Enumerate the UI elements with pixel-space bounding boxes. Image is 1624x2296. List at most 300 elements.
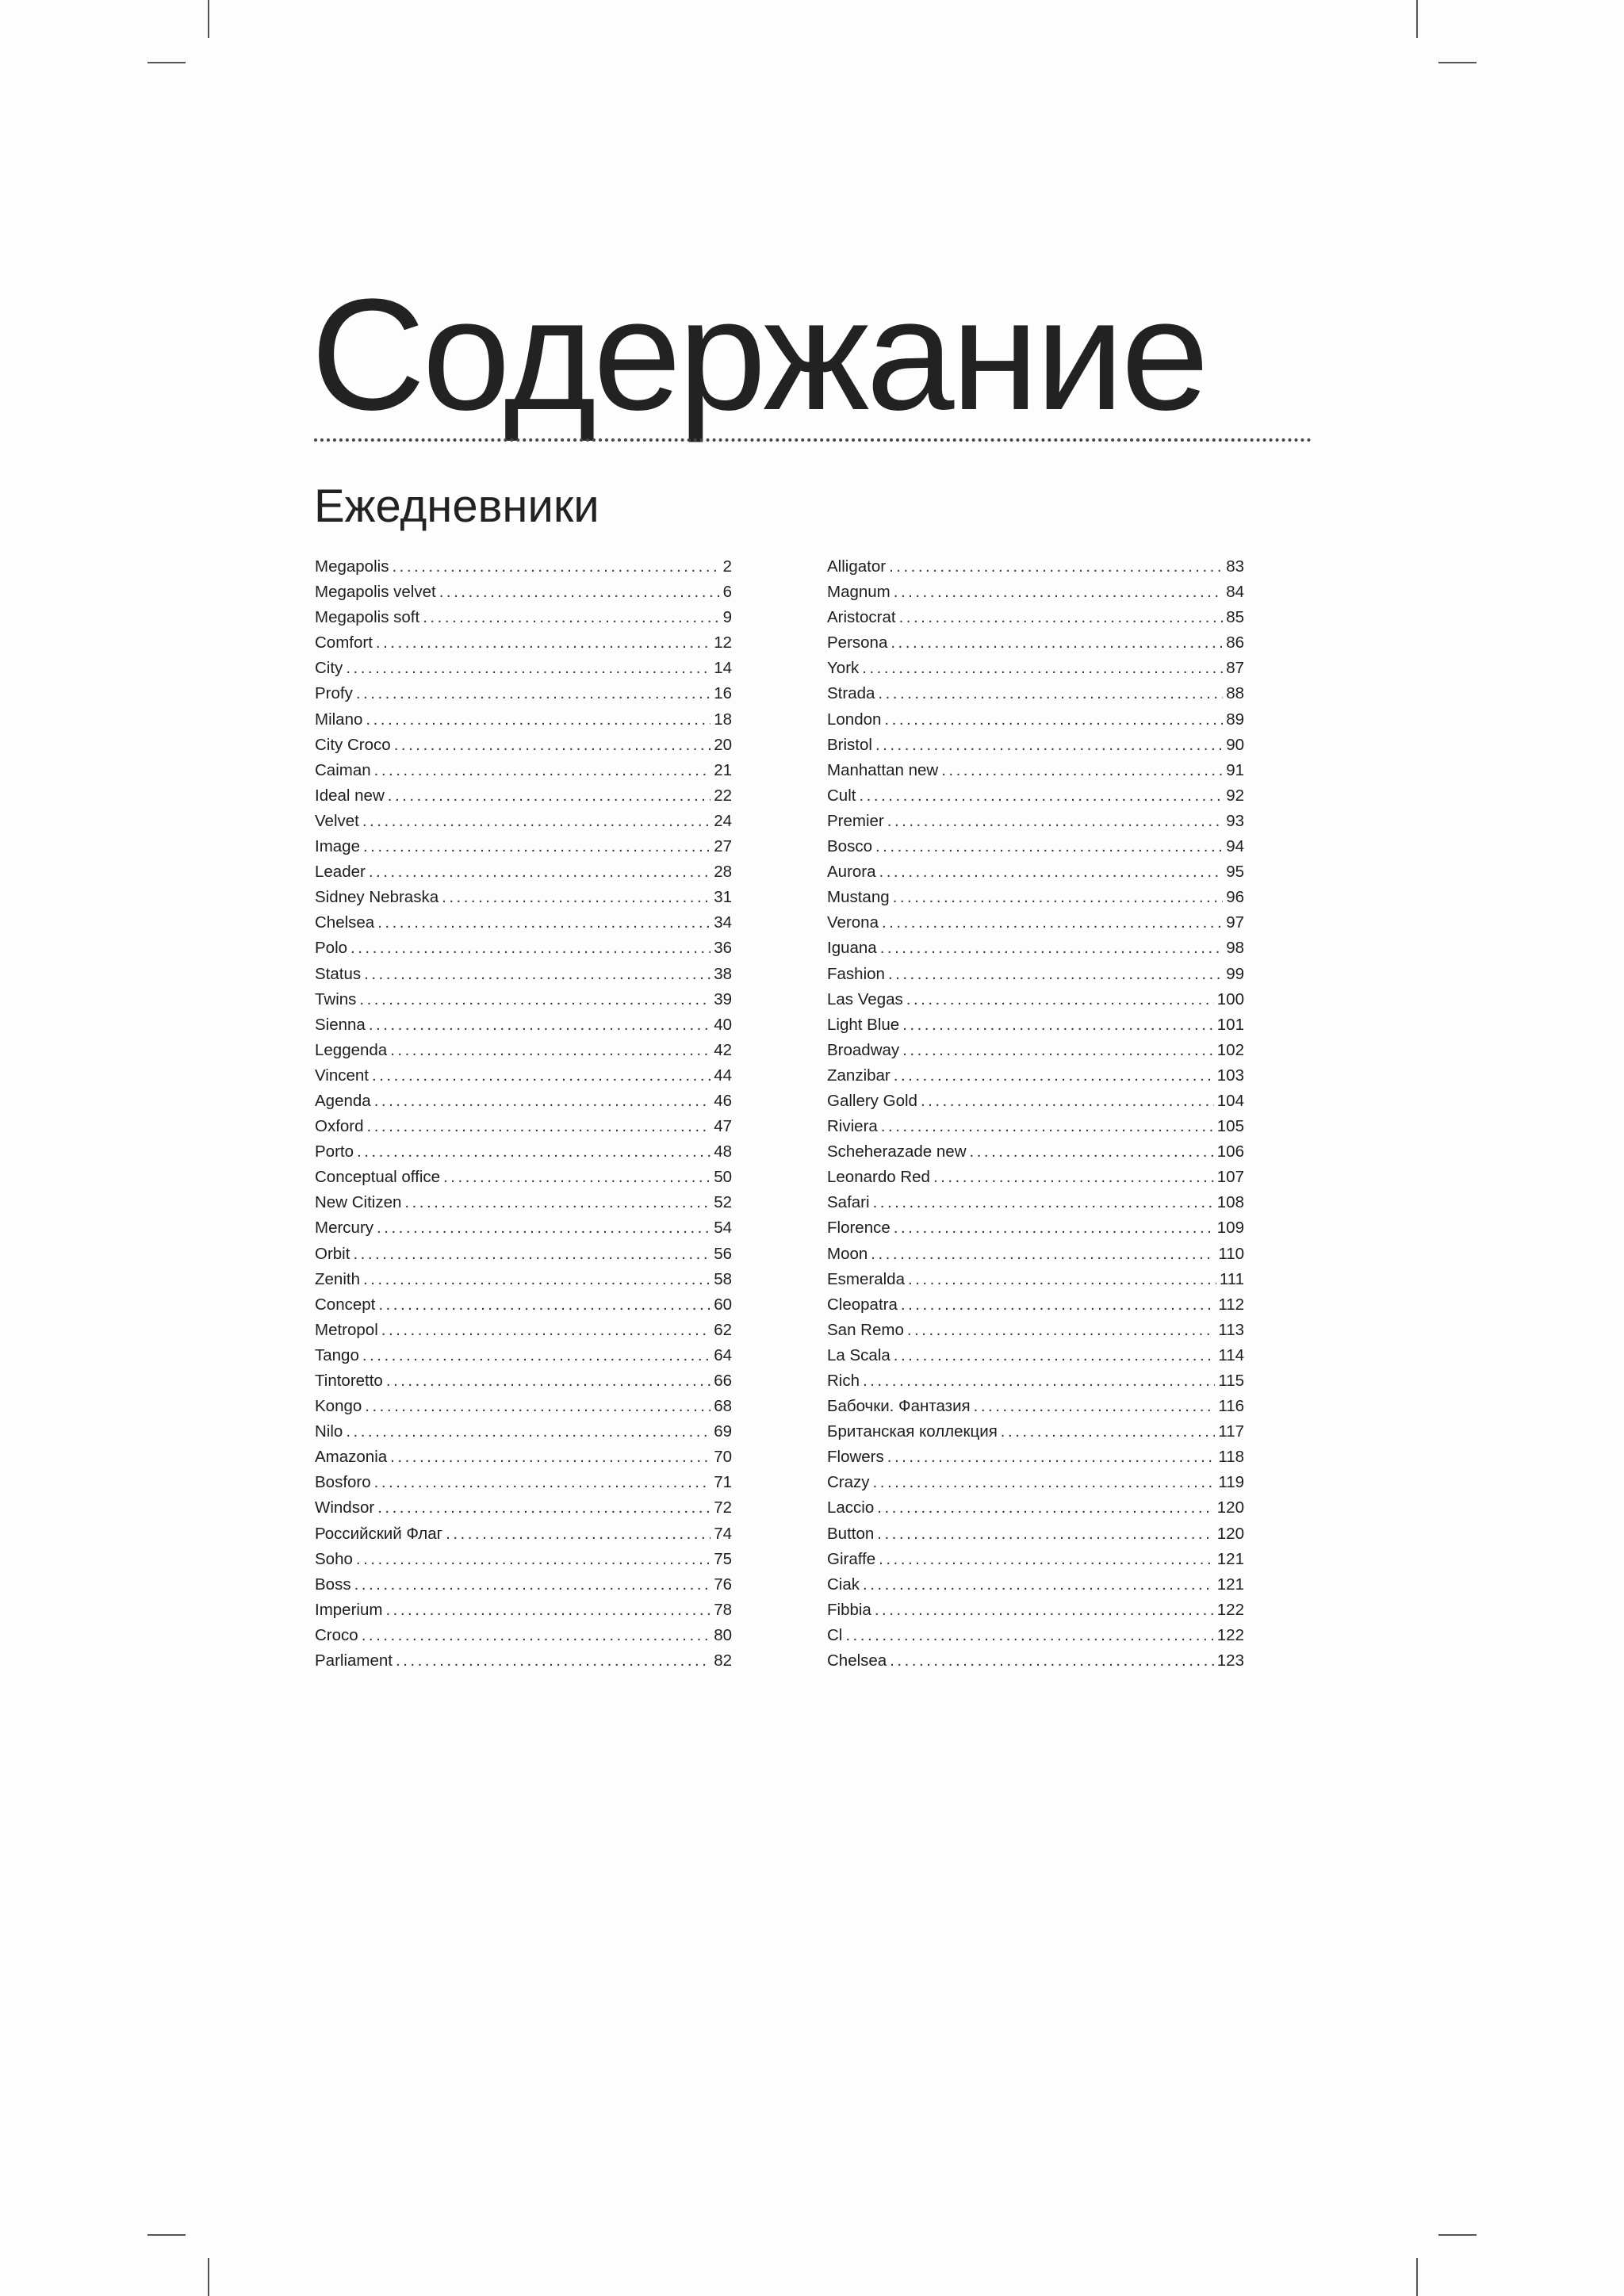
toc-entry [827, 554, 1244, 580]
toc-entry-page: 105 [1216, 1117, 1244, 1136]
toc-entry-name: Comfort [315, 633, 373, 652]
toc-entry-name: Moon [827, 1244, 868, 1263]
toc-entry-name: London [827, 710, 882, 729]
toc-entry-name: Mustang [827, 888, 890, 907]
toc-entry [827, 1368, 1244, 1394]
toc-entry-page: 39 [714, 989, 732, 1008]
toc-dot-leader [386, 1368, 710, 1394]
toc-entry-page: 50 [714, 1168, 732, 1187]
toc-entry-name: Flowers [827, 1448, 884, 1467]
toc-entry [315, 859, 732, 885]
toc-entry-name: Las Vegas [827, 989, 903, 1008]
toc-entry-name: Soho [315, 1549, 353, 1568]
toc-entry [315, 987, 732, 1012]
toc-entry [315, 733, 732, 758]
toc-entry-page: 99 [1226, 964, 1244, 983]
toc-dot-leader [890, 1648, 1214, 1674]
toc-entry [315, 707, 732, 733]
toc-dot-leader [877, 1495, 1214, 1521]
toc-dot-leader [902, 1012, 1214, 1038]
toc-entry [315, 1038, 732, 1063]
toc-entry-name: York [827, 659, 860, 678]
toc-entry [827, 1445, 1244, 1470]
toc-entry-page: 16 [714, 684, 732, 703]
toc-entry-name: Megapolis soft [315, 608, 420, 627]
toc-entry-name: Light Blue [827, 1015, 900, 1034]
toc-entry-page: 54 [714, 1219, 732, 1238]
toc-entry-name: Iguana [827, 939, 877, 958]
toc-entry [827, 1038, 1244, 1063]
toc-entry-name: Fashion [827, 964, 885, 983]
toc-entry-name: Polo [315, 939, 348, 958]
toc-dot-leader [899, 605, 1224, 630]
toc-entry-name: Oxford [315, 1117, 364, 1136]
toc-dot-leader [877, 1521, 1214, 1547]
toc-entry [315, 1470, 732, 1495]
toc-entry [827, 656, 1244, 681]
toc-entry-name: Porto [315, 1142, 354, 1161]
toc-entry-name: Бабочки. Фантазия [827, 1397, 971, 1416]
toc-entry-name: Imperium [315, 1600, 383, 1619]
toc-entry-page: 123 [1216, 1651, 1244, 1670]
toc-entry-name: Profy [315, 684, 353, 703]
toc-entry-page: 70 [714, 1448, 732, 1467]
toc-entry [827, 1648, 1244, 1674]
toc-entry-name: Verona [827, 913, 879, 932]
toc-entry [315, 1623, 732, 1648]
toc-dot-leader [357, 1139, 710, 1165]
toc-entry-page: 31 [714, 888, 732, 907]
toc-entry-page: 80 [714, 1625, 732, 1644]
toc-entry [827, 1165, 1244, 1190]
toc-dot-leader [394, 733, 711, 758]
toc-entry [827, 758, 1244, 783]
toc-entry-page: 111 [1219, 1269, 1244, 1288]
toc-entry [827, 1292, 1244, 1318]
toc-dot-leader [921, 1089, 1214, 1114]
toc-entry [827, 809, 1244, 834]
toc-entry [827, 1495, 1244, 1521]
toc-entry [315, 1521, 732, 1547]
toc-entry-page: 74 [714, 1524, 732, 1543]
toc-entry-page: 95 [1226, 863, 1244, 882]
toc-entry-name: Parliament [315, 1651, 393, 1670]
toc-entry [827, 962, 1244, 987]
toc-entry-name: Milano [315, 710, 363, 729]
toc-dot-leader [901, 1292, 1215, 1318]
toc-entry-page: 47 [714, 1117, 732, 1136]
toc-entry-page: 87 [1226, 659, 1244, 678]
toc-entry-page: 93 [1226, 811, 1244, 830]
toc-entry-name: Button [827, 1524, 875, 1543]
toc-dot-leader [356, 681, 710, 706]
toc-dot-leader [894, 1063, 1214, 1089]
toc-entry-page: 42 [714, 1040, 732, 1059]
toc-dot-leader [378, 1292, 710, 1318]
toc-entry-name: City [315, 659, 343, 678]
toc-entry-name: Giraffe [827, 1549, 876, 1568]
toc-entry [315, 1242, 732, 1267]
toc-entry-page: 107 [1216, 1168, 1244, 1187]
toc-entry [315, 1215, 732, 1241]
toc-entry-name: Chelsea [315, 913, 375, 932]
toc-entry [315, 834, 732, 859]
toc-entry-page: 121 [1216, 1549, 1244, 1568]
toc-entry-page: 82 [714, 1651, 732, 1670]
toc-entry-page: 86 [1226, 633, 1244, 652]
toc-entry-page: 116 [1218, 1397, 1244, 1416]
toc-entry-page: 84 [1226, 583, 1244, 602]
toc-entry-name: Megapolis [315, 557, 389, 576]
crop-mark-bottom-left-horizontal [147, 2234, 186, 2236]
toc-dot-leader [893, 885, 1224, 910]
toc-entry-page: 9 [722, 608, 732, 627]
toc-dot-leader [423, 605, 719, 630]
toc-entry-page: 69 [714, 1422, 732, 1441]
toc-entry-page: 60 [714, 1295, 732, 1314]
toc-dot-leader [353, 1242, 710, 1267]
toc-entry-name: Tintoretto [315, 1372, 383, 1390]
toc-entry [827, 936, 1244, 961]
toc-dot-leader [878, 681, 1223, 706]
toc-dot-leader [974, 1394, 1216, 1419]
toc-entry [315, 1089, 732, 1114]
title-dotted-rule [314, 438, 1312, 442]
toc-entry [315, 1292, 732, 1318]
toc-entry-name: Zanzibar [827, 1066, 891, 1085]
toc-entry-page: 27 [714, 837, 732, 856]
toc-entry [827, 1598, 1244, 1623]
crop-mark-top-left-horizontal [147, 62, 186, 63]
toc-entry-page: 46 [714, 1091, 732, 1110]
toc-entry [315, 1190, 732, 1215]
toc-dot-leader [364, 962, 710, 987]
toc-entry-name: Bristol [827, 735, 872, 754]
toc-dot-leader [346, 1419, 710, 1445]
toc-entry [315, 681, 732, 706]
toc-entry-name: Российский Флаг [315, 1524, 443, 1543]
toc-entry-name: Ideal new [315, 786, 385, 805]
toc-entry-page: 92 [1226, 786, 1244, 805]
toc-entry [315, 910, 732, 936]
toc-dot-leader [908, 1267, 1216, 1292]
toc-entry-name: New Citizen [315, 1193, 402, 1212]
toc-entry-page: 40 [714, 1015, 732, 1034]
toc-entry-page: 90 [1226, 735, 1244, 754]
toc-dot-leader [875, 733, 1223, 758]
toc-entry [315, 758, 732, 783]
toc-entry [315, 1445, 732, 1470]
toc-entry-name: Rich [827, 1372, 860, 1390]
toc-entry [827, 1114, 1244, 1139]
toc-entry-name: Leggenda [315, 1040, 388, 1059]
toc-dot-leader [906, 987, 1214, 1012]
toc-entry-name: Mercury [315, 1219, 374, 1238]
toc-dot-leader [891, 630, 1223, 656]
toc-entry-name: Strada [827, 684, 875, 703]
toc-dot-leader [356, 1547, 710, 1572]
toc-dot-leader [863, 1572, 1214, 1598]
toc-entry [827, 1139, 1244, 1165]
toc-dot-leader [871, 1242, 1215, 1267]
toc-dot-leader [879, 1547, 1214, 1572]
toc-entry [827, 630, 1244, 656]
toc-entry-name: Twins [315, 989, 357, 1008]
toc-entry-page: 18 [714, 710, 732, 729]
toc-dot-leader [374, 758, 711, 783]
toc-dot-leader [359, 987, 710, 1012]
toc-entry [827, 1419, 1244, 1445]
toc-entry-name: Magnum [827, 583, 891, 602]
toc-entry-name: Caiman [315, 760, 371, 779]
toc-entry-name: Leonardo Red [827, 1168, 930, 1187]
toc-entry-name: Broadway [827, 1040, 900, 1059]
toc-entry-page: 28 [714, 863, 732, 882]
toc-column-left [315, 554, 732, 1674]
toc-entry-page: 34 [714, 913, 732, 932]
toc-entry [827, 859, 1244, 885]
toc-entry-name: Image [315, 837, 360, 856]
toc-entry-page: 68 [714, 1397, 732, 1416]
toc-entry [315, 1063, 732, 1089]
toc-entry [827, 1394, 1244, 1419]
toc-entry [315, 1394, 732, 1419]
toc-entry-page: 118 [1218, 1448, 1244, 1467]
toc-entry-name: Bosco [827, 837, 872, 856]
toc-dot-leader [365, 1394, 710, 1419]
toc-entry-page: 103 [1216, 1066, 1244, 1085]
toc-dot-leader [879, 859, 1224, 885]
toc-entry-name: Британская коллекция [827, 1422, 998, 1441]
toc-dot-leader [882, 910, 1223, 936]
toc-entry [827, 1470, 1244, 1495]
toc-entry [827, 1089, 1244, 1114]
toc-entry-page: 109 [1216, 1219, 1244, 1238]
toc-entry [827, 605, 1244, 630]
toc-dot-leader [446, 1521, 710, 1547]
toc-entry-name: Ciak [827, 1575, 860, 1594]
toc-entry-name: Alligator [827, 557, 887, 576]
toc-dot-leader [970, 1139, 1214, 1165]
section-heading: Ежедневники [314, 480, 599, 532]
toc-entry [827, 1012, 1244, 1038]
toc-entry [315, 1114, 732, 1139]
toc-entry-page: 48 [714, 1142, 732, 1161]
toc-entry-name: Fibbia [827, 1600, 871, 1619]
toc-dot-leader [881, 1114, 1214, 1139]
toc-entry-page: 56 [714, 1244, 732, 1263]
toc-dot-leader [442, 885, 710, 910]
toc-entry [315, 1012, 732, 1038]
toc-dot-leader [377, 910, 710, 936]
toc-entry-name: Status [315, 964, 362, 983]
toc-entry-page: 120 [1216, 1498, 1244, 1517]
toc-entry-name: Boss [315, 1575, 351, 1594]
toc-entry-page: 24 [714, 811, 732, 830]
toc-entry-name: Concept [315, 1295, 376, 1314]
toc-dot-leader [374, 1470, 711, 1495]
toc-entry-page: 64 [714, 1345, 732, 1364]
toc-dot-leader [362, 1343, 710, 1368]
toc-entry [315, 1139, 732, 1165]
toc-entry-name: Sienna [315, 1015, 366, 1034]
toc-entry-page: 78 [714, 1600, 732, 1619]
toc-entry-name: Windsor [315, 1498, 375, 1517]
toc-entry-page: 119 [1218, 1473, 1244, 1492]
toc-entry-page: 20 [714, 735, 732, 754]
toc-entry-name: Sidney Nebraska [315, 888, 439, 907]
toc-dot-leader [362, 1623, 711, 1648]
toc-entry-page: 6 [722, 583, 732, 602]
toc-entry-page: 113 [1218, 1320, 1244, 1339]
toc-entry-name: San Remo [827, 1320, 904, 1339]
toc-entry-page: 97 [1226, 913, 1244, 932]
toc-dot-leader [377, 1215, 710, 1241]
toc-entry-page: 122 [1216, 1625, 1244, 1644]
toc-dot-leader [363, 834, 710, 859]
toc-entry [315, 1318, 732, 1343]
toc-entry-name: Leader [315, 863, 366, 882]
toc-dot-leader [346, 656, 710, 681]
toc-entry-name: City Croco [315, 735, 391, 754]
toc-dot-leader [392, 554, 719, 580]
toc-entry-page: 100 [1216, 989, 1244, 1008]
toc-entry [315, 554, 732, 580]
toc-dot-leader [376, 630, 710, 656]
toc-entry-name: Gallery Gold [827, 1091, 917, 1110]
toc-dot-leader [894, 1215, 1214, 1241]
toc-entry [315, 580, 732, 605]
toc-entry [827, 1521, 1244, 1547]
toc-entry-name: Kongo [315, 1397, 362, 1416]
toc-entry-page: 112 [1218, 1295, 1244, 1314]
toc-entry-name: Crazy [827, 1473, 870, 1492]
crop-mark-top-right-vertical [1416, 0, 1418, 38]
toc-dot-leader [873, 1190, 1214, 1215]
toc-entry-page: 120 [1216, 1524, 1244, 1543]
toc-dot-leader [396, 1648, 710, 1674]
toc-entry-page: 104 [1216, 1091, 1244, 1110]
toc-entry-page: 89 [1226, 710, 1244, 729]
toc-entry [315, 936, 732, 961]
toc-entry-page: 106 [1216, 1142, 1244, 1161]
toc-entry-name: Tango [315, 1345, 359, 1364]
toc-entry-page: 75 [714, 1549, 732, 1568]
toc-entry [827, 1215, 1244, 1241]
toc-entry-page: 108 [1216, 1193, 1244, 1212]
toc-entry-name: Laccio [827, 1498, 875, 1517]
toc-entry-name: Aurora [827, 863, 876, 882]
toc-dot-leader [888, 962, 1223, 987]
toc-dot-leader [388, 783, 710, 809]
toc-entry-name: Cl [827, 1625, 843, 1644]
toc-entry-page: 21 [714, 760, 732, 779]
crop-mark-top-right-horizontal [1438, 62, 1477, 63]
toc-entry-page: 117 [1218, 1422, 1244, 1441]
toc-entry-name: Cleopatra [827, 1295, 898, 1314]
toc-entry-page: 83 [1226, 557, 1244, 576]
toc-entry-name: Riviera [827, 1117, 878, 1136]
toc-entry [315, 1598, 732, 1623]
toc-entry [827, 580, 1244, 605]
toc-entry [827, 1572, 1244, 1598]
toc-entry [315, 1267, 732, 1292]
toc-entry [315, 783, 732, 809]
toc-dot-leader [381, 1318, 710, 1343]
toc-entry-page: 62 [714, 1320, 732, 1339]
toc-entry-page: 98 [1226, 939, 1244, 958]
toc-entry [827, 910, 1244, 936]
toc-entry-name: Vincent [315, 1066, 370, 1085]
toc-entry-name: Chelsea [827, 1651, 887, 1670]
toc-dot-leader [894, 1343, 1216, 1368]
toc-dot-leader [863, 1368, 1215, 1394]
toc-entry-page: 14 [714, 659, 732, 678]
toc-entry-name: Scheherazade new [827, 1142, 967, 1161]
toc-dot-leader [884, 707, 1223, 733]
toc-dot-leader [363, 1267, 710, 1292]
toc-entry [827, 1267, 1244, 1292]
toc-entry [315, 605, 732, 630]
toc-dot-leader [369, 1012, 710, 1038]
toc-entry-name: Amazonia [315, 1448, 388, 1467]
toc-entry-page: 12 [714, 633, 732, 652]
toc-entry [315, 656, 732, 681]
toc-entry-page: 36 [714, 939, 732, 958]
toc-entry-name: Croco [315, 1625, 358, 1644]
toc-entry [827, 885, 1244, 910]
toc-entry-name: Safari [827, 1193, 870, 1212]
toc-entry-page: 94 [1226, 837, 1244, 856]
toc-dot-leader [366, 707, 710, 733]
toc-entry-name: Bosforo [315, 1473, 371, 1492]
toc-entry-name: Manhattan new [827, 760, 939, 779]
toc-dot-leader [354, 1572, 711, 1598]
toc-dot-leader [377, 1495, 710, 1521]
toc-dot-leader [404, 1190, 710, 1215]
toc-entry [827, 1242, 1244, 1267]
toc-dot-leader [862, 656, 1223, 681]
toc-dot-leader [894, 580, 1223, 605]
toc-entry [827, 1063, 1244, 1089]
toc-entry [315, 1343, 732, 1368]
toc-dot-leader [369, 859, 710, 885]
crop-mark-bottom-left-vertical [208, 2258, 209, 2296]
toc-entry-page: 101 [1216, 1015, 1244, 1034]
toc-entry-page: 91 [1226, 760, 1244, 779]
toc-entry [315, 962, 732, 987]
toc-entry-page: 2 [722, 557, 732, 576]
toc-entry-page: 121 [1216, 1575, 1244, 1594]
toc-dot-leader [443, 1165, 710, 1190]
toc-entry [315, 630, 732, 656]
toc-dot-leader [367, 1114, 711, 1139]
toc-dot-leader [350, 936, 710, 961]
toc-entry-name: Persona [827, 633, 888, 652]
toc-dot-leader [887, 809, 1223, 834]
toc-entry-page: 72 [714, 1498, 732, 1517]
toc-entry-page: 88 [1226, 684, 1244, 703]
toc-entry [315, 1495, 732, 1521]
toc-entry-name: La Scala [827, 1345, 891, 1364]
toc-entry-page: 115 [1218, 1372, 1244, 1390]
toc-entry [827, 733, 1244, 758]
toc-entry [315, 1368, 732, 1394]
toc-entry-name: Cult [827, 786, 856, 805]
toc-entry-name: Velvet [315, 811, 359, 830]
toc-dot-leader [941, 758, 1223, 783]
toc-dot-leader [875, 834, 1223, 859]
